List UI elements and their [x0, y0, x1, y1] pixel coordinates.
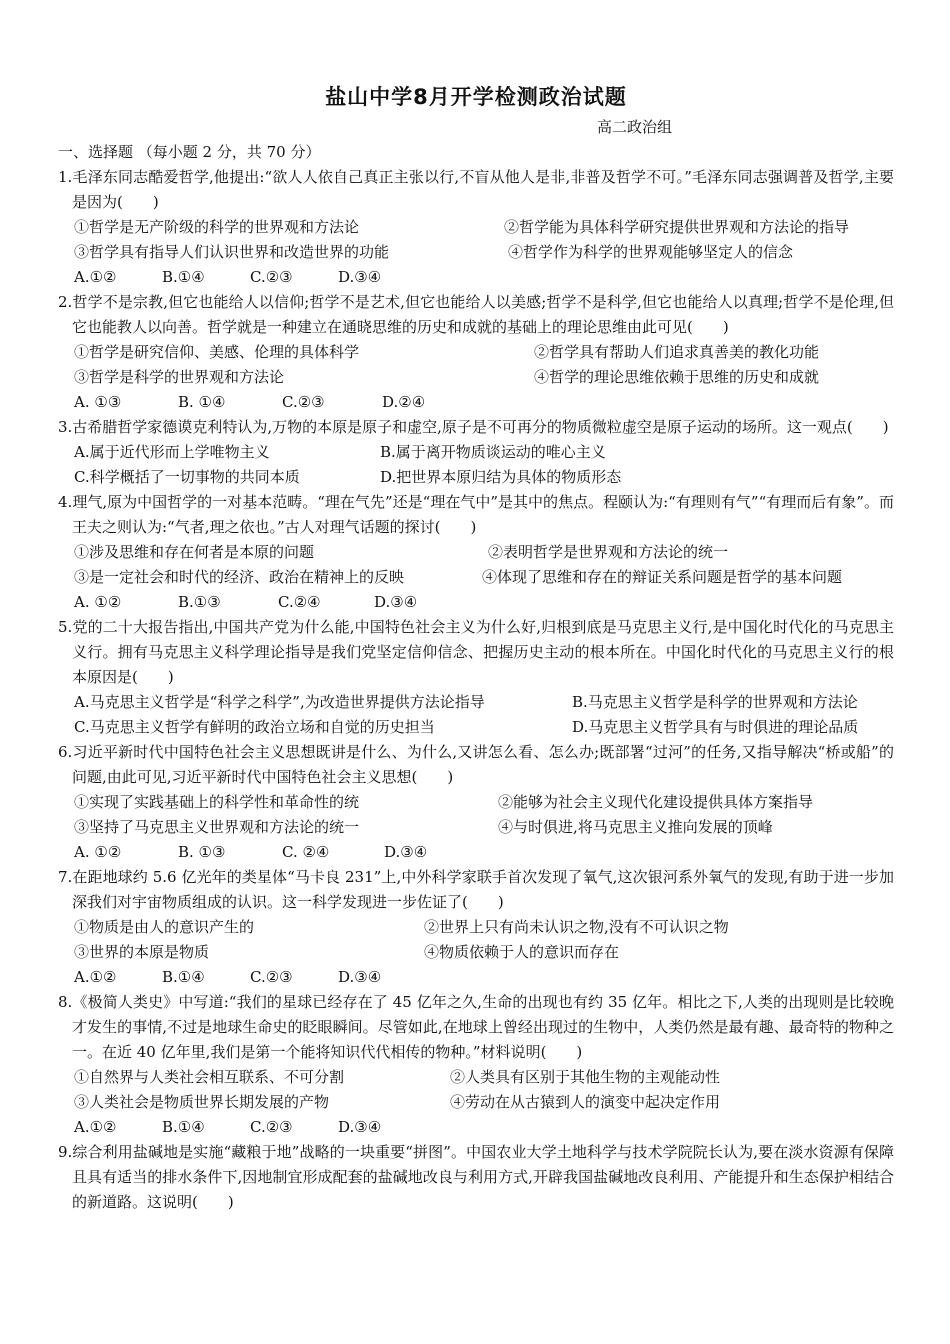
answer-choice: A.①② — [74, 1118, 117, 1136]
answer-choice: D.②④ — [382, 393, 426, 411]
answer-choice: C.②④ — [278, 593, 321, 611]
option: ④劳动在从古猿到人的演变中起决定作用 — [450, 1093, 721, 1111]
option: ③坚持了马克思主义世界观和方法论的统一 — [74, 818, 360, 836]
option: ②能够为社会主义现代化建设提供具体方案指导 — [498, 793, 814, 811]
answer-choices — [58, 590, 894, 615]
teaching-group: 高二政治组 — [596, 118, 672, 136]
question-stem: 9.综合利用盐碱地是实施“藏粮于地”战略的一块重要“拼图”。中国农业大学土地科学与技术学院院长认为,要在淡水资源有保障且具有适当的排水条件下,因地制宜形成配套的盐碱地改良与利用方式,开辟我国盐碱地改良利用、产能提升和生态保护相结合的新道路。这说明( ) — [58, 1143, 894, 1211]
option-row — [58, 1090, 894, 1115]
option: D.马克思主义哲学具有与时俱进的理论品质 — [572, 718, 859, 736]
question-stem: 5.党的二十大报告指出,中国共产党为什么能,中国特色社会主义为什么好,归根到底是马克思主义行,是中国化时代化的马克思主义行。拥有马克思主义科学理论指导是我们党坚定信仰信念、把握历史主动的根本所在。中国化时代化的马克思主义行的根本原因是( ) — [58, 618, 894, 686]
option-row — [58, 340, 894, 365]
question-6 — [58, 740, 894, 865]
option-row — [58, 440, 894, 465]
option-row — [58, 690, 894, 715]
answer-choice: C.②③ — [250, 1118, 293, 1136]
option-row — [58, 815, 894, 840]
answer-choices — [58, 390, 894, 415]
answer-choice: A.①② — [74, 268, 117, 286]
question-2 — [58, 290, 894, 415]
answer-choice: B. ①③ — [178, 843, 226, 861]
option: ④哲学的理论思维依赖于思维的历史和成就 — [534, 368, 820, 386]
option-row — [58, 715, 894, 740]
option: ③哲学是科学的世界观和方法论 — [74, 368, 285, 386]
answer-choices — [58, 1115, 894, 1140]
answer-choice: D.③④ — [384, 843, 428, 861]
answer-choice: D.③④ — [338, 1118, 382, 1136]
option: B.属于离开物质谈运动的唯心主义 — [380, 443, 606, 461]
option: ③是一定社会和时代的经济、政治在精神上的反映 — [74, 568, 405, 586]
option: ④体现了思维和存在的辩证关系问题是哲学的基本问题 — [482, 568, 843, 586]
option-row — [58, 940, 894, 965]
answer-choice: A. ①② — [74, 843, 122, 861]
question-4 — [58, 490, 894, 615]
answer-choice: C.②③ — [250, 268, 293, 286]
answer-choices — [58, 265, 894, 290]
option: ③人类社会是物质世界长期发展的产物 — [74, 1093, 330, 1111]
option: ②表明哲学是世界观和方法论的统一 — [488, 543, 729, 561]
option-row — [58, 915, 894, 940]
option: A.属于近代形而上学唯物主义 — [74, 443, 270, 461]
option-row — [58, 365, 894, 390]
option: ④与时俱进,将马克思主义推向发展的顶峰 — [498, 818, 773, 836]
option-row — [58, 240, 894, 265]
option: ②人类具有区别于其他生物的主观能动性 — [450, 1068, 721, 1086]
question-stem: 3.古希腊哲学家德谟克利特认为,万物的本原是原子和虚空,原子是不可再分的物质微粒虚空是原子运动的场所。这一观点( ) — [58, 418, 889, 436]
answer-choice: A. ①② — [74, 593, 122, 611]
option: ②世界上只有尚未认识之物,没有不可认识之物 — [424, 918, 729, 936]
answer-choice: B.①④ — [162, 268, 205, 286]
option: C.科学概括了一切事物的共同本质 — [74, 468, 300, 486]
option: ④哲学作为科学的世界观能够坚定人的信念 — [508, 243, 794, 261]
question-3 — [58, 415, 894, 490]
question-5 — [58, 615, 894, 740]
option: ③世界的本原是物质 — [74, 943, 210, 961]
option: ①自然界与人类社会相互联系、不可分割 — [74, 1068, 345, 1086]
option: ①哲学是研究信仰、美感、伦理的具体科学 — [74, 343, 360, 361]
answer-choice: B.①③ — [178, 593, 221, 611]
answer-choice: B.①④ — [162, 968, 205, 986]
option: ②哲学具有帮助人们追求真善美的教化功能 — [534, 343, 820, 361]
answer-choice: B. ①④ — [178, 393, 226, 411]
option-row — [58, 790, 894, 815]
option-row — [58, 465, 894, 490]
option: ②哲学能为具体科学研究提供世界观和方法论的指导 — [504, 218, 850, 236]
option-row — [58, 1065, 894, 1090]
option-row — [58, 215, 894, 240]
option: ①哲学是无产阶级的科学的世界观和方法论 — [74, 218, 360, 236]
option: ④物质依赖于人的意识而存在 — [424, 943, 620, 961]
answer-choice: A.①② — [74, 968, 117, 986]
option: ③哲学具有指导人们认识世界和改造世界的功能 — [74, 243, 390, 261]
option: C.马克思主义哲学有鲜明的政治立场和自觉的历史担当 — [74, 718, 435, 736]
answer-choice: D.③④ — [374, 593, 418, 611]
question-stem: 6.习近平新时代中国特色社会主义思想既讲是什么、为什么,又讲怎么看、怎么办;既部署“过河”的任务,又指导解决“桥或船”的问题,由此可见,习近平新时代中国特色社会主义思想( ) — [58, 743, 894, 786]
answer-choice: B.①④ — [162, 1118, 205, 1136]
option-row — [58, 565, 894, 590]
answer-choice: C. ②④ — [282, 843, 330, 861]
option: ①实现了实践基础上的科学性和革命性的统 — [74, 793, 360, 811]
answer-choices — [58, 965, 894, 990]
question-7 — [58, 865, 894, 990]
question-stem: 7.在距地球约 5.6 亿光年的类星体“马卡良 231”上,中外科学家联手首次发现了氧气,这次银河系外氧气的发现,有助于进一步加深我们对宇宙物质组成的认识。这一科学发现进一步佐证了( ) — [58, 868, 894, 911]
option: D.把世界本原归结为具体的物质形态 — [380, 468, 622, 486]
answer-choice: C.②③ — [250, 968, 293, 986]
answer-choice: C.②③ — [282, 393, 325, 411]
question-1 — [58, 165, 894, 290]
option-row — [58, 540, 894, 565]
question-9 — [58, 1140, 894, 1215]
exam-title: 盐山中学8月开学检测政治试题 — [325, 85, 627, 109]
question-stem: 2.哲学不是宗教,但它也能给人以信仰;哲学不是艺术,但它也能给人以美感;哲学不是科学,但它也能给人以真理;哲学不是伦理,但它也能教人以向善。哲学就是一种建立在通晓思维的历史和成就的基础上的理论思维由此可见( ) — [58, 293, 894, 336]
question-stem: 1.毛泽东同志酷爱哲学,他提出:“欲人人依自己真正主张以行,不盲从他人是非,非普及哲学不可。”毛泽东同志强调普及哲学,主要是因为( ) — [58, 168, 894, 211]
option: B.马克思主义哲学是科学的世界观和方法论 — [572, 693, 858, 711]
section-heading: 一、选择题 （每小题 2 分，共 70 分） — [58, 143, 321, 161]
question-stem: 4.理气,原为中国哲学的一对基本范畴。“理在气先”还是“理在气中”是其中的焦点。程颐认为:“有理则有气”“有理而后有象”。而王夫之则认为:“气者,理之依也。”古人对理气话题的探讨( ) — [58, 493, 894, 536]
option: A.马克思主义哲学是“科学之科学”,为改造世界提供方法论指导 — [74, 693, 485, 711]
question-8 — [58, 990, 894, 1140]
option: ①物质是由人的意识产生的 — [74, 918, 255, 936]
question-stem: 8.《极简人类史》中写道:“我们的星球已经存在了 45 亿年之久,生命的出现也有约 35 亿年。相比之下,人类的出现则是比较晚才发生的事情,不过是地球生命史的眨眼瞬间。尽管如此,在地球上曾经出现过的生物中，人类仍然是最有趣、最奇特的物种之一。在近 40 亿年里,我们是第一个能将知识代代相传的物种。”材料说明( ) — [58, 993, 894, 1061]
answer-choice: D.③④ — [338, 968, 382, 986]
option: ①涉及思维和存在何者是本原的问题 — [74, 543, 315, 561]
answer-choice: A. ①③ — [74, 393, 122, 411]
answer-choice: D.③④ — [338, 268, 382, 286]
answer-choices — [58, 840, 894, 865]
